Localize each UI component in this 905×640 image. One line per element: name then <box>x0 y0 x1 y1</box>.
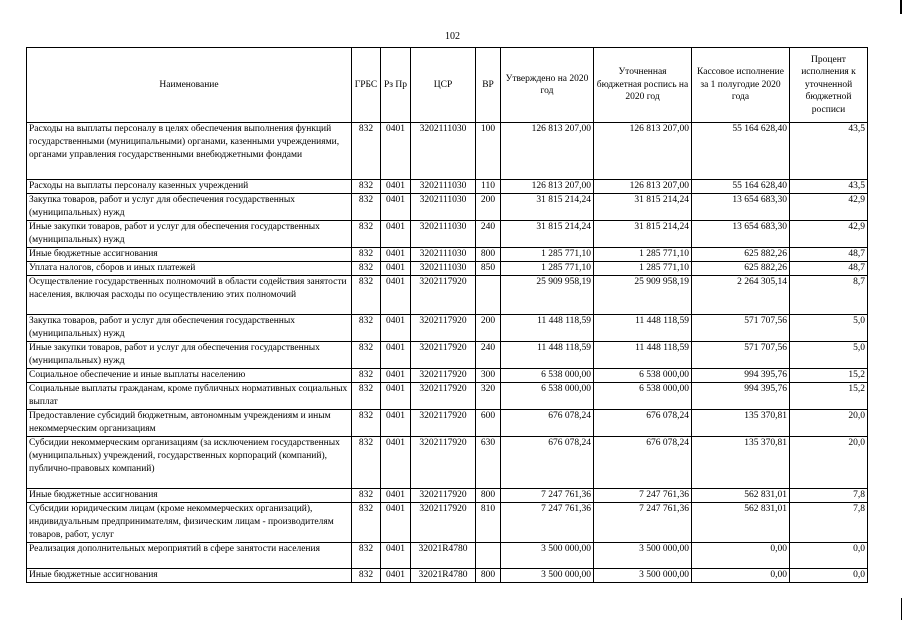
cell-approved: 11 448 118,59 <box>501 315 594 342</box>
table-row <box>27 221 868 248</box>
cell-vr: 300 <box>476 369 501 383</box>
cell-grbs: 832 <box>352 489 381 503</box>
cell-rzpr: 0401 <box>381 315 411 342</box>
cell-vr: 800 <box>476 569 501 583</box>
table-row <box>27 369 868 383</box>
cell-name: Социальные выплаты гражданам, кроме публичных нормативных социальных выплат <box>27 383 352 410</box>
cell-approved: 31 815 214,24 <box>501 221 594 248</box>
cell-cash: 562 831,01 <box>692 489 790 503</box>
cell-cash: 0,00 <box>692 569 790 583</box>
cell-csr: 3202111030 <box>411 180 476 194</box>
table-row <box>27 383 868 410</box>
cell-refined: 6 538 000,00 <box>594 369 692 383</box>
cell-csr: 3202111030 <box>411 221 476 248</box>
cell-rzpr: 0401 <box>381 383 411 410</box>
cell-grbs: 832 <box>352 315 381 342</box>
cell-csr: 32021R4780 <box>411 543 476 569</box>
cell-percent: 15,2 <box>790 383 868 410</box>
cell-refined: 11 448 118,59 <box>594 342 692 369</box>
cell-percent: 48,7 <box>790 248 868 262</box>
cell-cash: 55 164 628,40 <box>692 180 790 194</box>
cell-vr: 100 <box>476 123 501 180</box>
cell-name: Расходы на выплаты персоналу в целях обеспечения выполнения функций государственными (муниципальными) органами, казенными учреждениями, органами управления государственными внебюджетными фондами <box>27 123 352 180</box>
cell-rzpr: 0401 <box>381 503 411 543</box>
cell-approved: 31 815 214,24 <box>501 194 594 221</box>
table-row <box>27 342 868 369</box>
cell-grbs: 832 <box>352 437 381 489</box>
cell-name: Социальное обеспечение и иные выплаты населению <box>27 369 352 383</box>
cell-approved: 6 538 000,00 <box>501 369 594 383</box>
cell-percent: 7,8 <box>790 503 868 543</box>
cell-vr: 810 <box>476 503 501 543</box>
cell-grbs: 832 <box>352 194 381 221</box>
cell-cash: 0,00 <box>692 543 790 569</box>
table-body <box>27 123 868 583</box>
cell-refined: 11 448 118,59 <box>594 315 692 342</box>
cell-percent: 0,0 <box>790 569 868 583</box>
cell-refined: 126 813 207,00 <box>594 123 692 180</box>
cell-approved: 1 285 771,10 <box>501 262 594 276</box>
cell-percent: 8,7 <box>790 276 868 315</box>
cell-vr: 850 <box>476 262 501 276</box>
cell-name: Осуществление государственных полномочий в области содействия занятости населения, включая расходы по осуществлению этих полномочий <box>27 276 352 315</box>
cell-vr: 240 <box>476 221 501 248</box>
cell-name: Уплата налогов, сборов и иных платежей <box>27 262 352 276</box>
cell-refined: 31 815 214,24 <box>594 221 692 248</box>
cell-csr: 3202117920 <box>411 369 476 383</box>
cell-percent: 15,2 <box>790 369 868 383</box>
cell-grbs: 832 <box>352 342 381 369</box>
cell-csr: 32021R4780 <box>411 569 476 583</box>
cell-cash: 994 395,76 <box>692 383 790 410</box>
header-name: Наименование <box>27 48 352 123</box>
cell-rzpr: 0401 <box>381 437 411 489</box>
cell-percent: 43,5 <box>790 123 868 180</box>
cell-grbs: 832 <box>352 369 381 383</box>
cell-grbs: 832 <box>352 221 381 248</box>
cell-percent: 42,9 <box>790 194 868 221</box>
cell-csr: 3202111030 <box>411 262 476 276</box>
cell-cash: 2 264 305,14 <box>692 276 790 315</box>
table-row <box>27 543 868 569</box>
cell-vr: 200 <box>476 315 501 342</box>
cell-cash: 135 370,81 <box>692 410 790 437</box>
cell-csr: 3202117920 <box>411 276 476 315</box>
cell-percent: 5,0 <box>790 342 868 369</box>
cell-refined: 7 247 761,36 <box>594 503 692 543</box>
table-row <box>27 276 868 315</box>
cell-name: Иные бюджетные ассигнования <box>27 569 352 583</box>
table-row <box>27 410 868 437</box>
cell-rzpr: 0401 <box>381 569 411 583</box>
cell-csr: 3202111030 <box>411 194 476 221</box>
cell-grbs: 832 <box>352 383 381 410</box>
cell-percent: 48,7 <box>790 262 868 276</box>
table-row <box>27 489 868 503</box>
cell-approved: 11 448 118,59 <box>501 342 594 369</box>
cell-approved: 1 285 771,10 <box>501 248 594 262</box>
cell-approved: 6 538 000,00 <box>501 383 594 410</box>
cell-refined: 31 815 214,24 <box>594 194 692 221</box>
cell-approved: 676 078,24 <box>501 410 594 437</box>
cell-refined: 676 078,24 <box>594 437 692 489</box>
cell-grbs: 832 <box>352 569 381 583</box>
table-row <box>27 180 868 194</box>
cell-refined: 6 538 000,00 <box>594 383 692 410</box>
cell-approved: 7 247 761,36 <box>501 489 594 503</box>
cell-name: Иные закупки товаров, работ и услуг для обеспечения государственных (муниципальных) нужд <box>27 221 352 248</box>
cell-rzpr: 0401 <box>381 410 411 437</box>
cell-csr: 3202117920 <box>411 437 476 489</box>
cell-grbs: 832 <box>352 123 381 180</box>
table-header-row <box>27 48 868 123</box>
cell-grbs: 832 <box>352 503 381 543</box>
cell-vr: 110 <box>476 180 501 194</box>
cell-vr: 240 <box>476 342 501 369</box>
cell-csr: 3202117920 <box>411 410 476 437</box>
cell-rzpr: 0401 <box>381 221 411 248</box>
cell-rzpr: 0401 <box>381 489 411 503</box>
cell-name: Расходы на выплаты персоналу казенных учреждений <box>27 180 352 194</box>
cell-percent: 20,0 <box>790 437 868 489</box>
cell-vr <box>476 543 501 569</box>
cell-grbs: 832 <box>352 248 381 262</box>
header-refined: Уточненная бюджетная роспись на 2020 год <box>594 48 692 123</box>
cell-rzpr: 0401 <box>381 194 411 221</box>
cell-name: Реализация дополнительных мероприятий в сфере занятости населения <box>27 543 352 569</box>
cell-approved: 7 247 761,36 <box>501 503 594 543</box>
cell-percent: 43,5 <box>790 180 868 194</box>
budget-table <box>26 47 868 583</box>
cell-percent: 5,0 <box>790 315 868 342</box>
cell-refined: 7 247 761,36 <box>594 489 692 503</box>
cell-refined: 25 909 958,19 <box>594 276 692 315</box>
cell-vr: 630 <box>476 437 501 489</box>
cell-vr: 600 <box>476 410 501 437</box>
cell-approved: 3 500 000,00 <box>501 543 594 569</box>
cell-rzpr: 0401 <box>381 276 411 315</box>
header-approved: Утверждено на 2020 год <box>501 48 594 123</box>
cell-csr: 3202117920 <box>411 315 476 342</box>
cell-rzpr: 0401 <box>381 262 411 276</box>
cell-grbs: 832 <box>352 543 381 569</box>
cell-name: Субсидии некоммерческим организациям (за исключением государственных (муниципальных) учреждений, государственных корпораций (компаний), публично-правовых компаний) <box>27 437 352 489</box>
header-cash: Кассовое исполнение за 1 полугодие 2020 года <box>692 48 790 123</box>
cell-csr: 3202111030 <box>411 123 476 180</box>
table-row <box>27 315 868 342</box>
cell-grbs: 832 <box>352 262 381 276</box>
cell-rzpr: 0401 <box>381 248 411 262</box>
cell-cash: 13 654 683,30 <box>692 194 790 221</box>
cell-vr: 800 <box>476 248 501 262</box>
cell-name: Предоставление субсидий бюджетным, автономным учреждениям и иным некоммерческим организациям <box>27 410 352 437</box>
cell-percent: 7,8 <box>790 489 868 503</box>
cell-approved: 126 813 207,00 <box>501 123 594 180</box>
cell-cash: 13 654 683,30 <box>692 221 790 248</box>
cell-grbs: 832 <box>352 180 381 194</box>
table-row <box>27 503 868 543</box>
cell-cash: 625 882,26 <box>692 262 790 276</box>
table-row <box>27 123 868 180</box>
cell-cash: 135 370,81 <box>692 437 790 489</box>
cell-grbs: 832 <box>352 410 381 437</box>
cell-percent: 42,9 <box>790 221 868 248</box>
cell-rzpr: 0401 <box>381 123 411 180</box>
cell-cash: 571 707,56 <box>692 315 790 342</box>
cell-refined: 3 500 000,00 <box>594 543 692 569</box>
cell-approved: 3 500 000,00 <box>501 569 594 583</box>
cell-refined: 676 078,24 <box>594 410 692 437</box>
cell-refined: 126 813 207,00 <box>594 180 692 194</box>
cell-rzpr: 0401 <box>381 369 411 383</box>
cell-csr: 3202111030 <box>411 248 476 262</box>
cell-refined: 3 500 000,00 <box>594 569 692 583</box>
cell-vr: 320 <box>476 383 501 410</box>
cell-percent: 0,0 <box>790 543 868 569</box>
cell-csr: 3202117920 <box>411 489 476 503</box>
header-percent: Процент исполнения к уточненной бюджетной росписи <box>790 48 868 123</box>
table-row <box>27 262 868 276</box>
cell-vr <box>476 276 501 315</box>
cell-vr: 800 <box>476 489 501 503</box>
cell-cash: 55 164 628,40 <box>692 123 790 180</box>
table-row <box>27 569 868 583</box>
cell-name: Иные бюджетные ассигнования <box>27 489 352 503</box>
cell-name: Иные бюджетные ассигнования <box>27 248 352 262</box>
table-row <box>27 437 868 489</box>
cell-approved: 126 813 207,00 <box>501 180 594 194</box>
cell-csr: 3202117920 <box>411 342 476 369</box>
cell-refined: 1 285 771,10 <box>594 248 692 262</box>
cell-name: Закупка товаров, работ и услуг для обеспечения государственных (муниципальных) нужд <box>27 315 352 342</box>
cell-percent: 20,0 <box>790 410 868 437</box>
cell-rzpr: 0401 <box>381 342 411 369</box>
header-csr: ЦСР <box>411 48 476 123</box>
page-number: 102 <box>445 31 460 42</box>
cell-csr: 3202117920 <box>411 503 476 543</box>
cell-cash: 562 831,01 <box>692 503 790 543</box>
table-row <box>27 194 868 221</box>
cell-rzpr: 0401 <box>381 543 411 569</box>
cell-grbs: 832 <box>352 276 381 315</box>
cell-cash: 625 882,26 <box>692 248 790 262</box>
cell-vr: 200 <box>476 194 501 221</box>
cell-name: Закупка товаров, работ и услуг для обеспечения государственных (муниципальных) нужд <box>27 194 352 221</box>
cell-name: Иные закупки товаров, работ и услуг для обеспечения государственных (муниципальных) нужд <box>27 342 352 369</box>
cell-approved: 25 909 958,19 <box>501 276 594 315</box>
cell-cash: 571 707,56 <box>692 342 790 369</box>
header-rzpr: Рз Пр <box>381 48 411 123</box>
cell-csr: 3202117920 <box>411 383 476 410</box>
header-vr: ВР <box>476 48 501 123</box>
table-row <box>27 248 868 262</box>
cell-cash: 994 395,76 <box>692 369 790 383</box>
cell-name: Субсидии юридическим лицам (кроме некоммерческих организаций), индивидуальным предпринимателям, физическим лицам - производителям товаров, работ, услуг <box>27 503 352 543</box>
header-grbs: ГРБС <box>352 48 381 123</box>
scan-edge-mark <box>901 598 902 620</box>
cell-approved: 676 078,24 <box>501 437 594 489</box>
scan-edge-mark <box>900 0 902 14</box>
cell-refined: 1 285 771,10 <box>594 262 692 276</box>
cell-rzpr: 0401 <box>381 180 411 194</box>
